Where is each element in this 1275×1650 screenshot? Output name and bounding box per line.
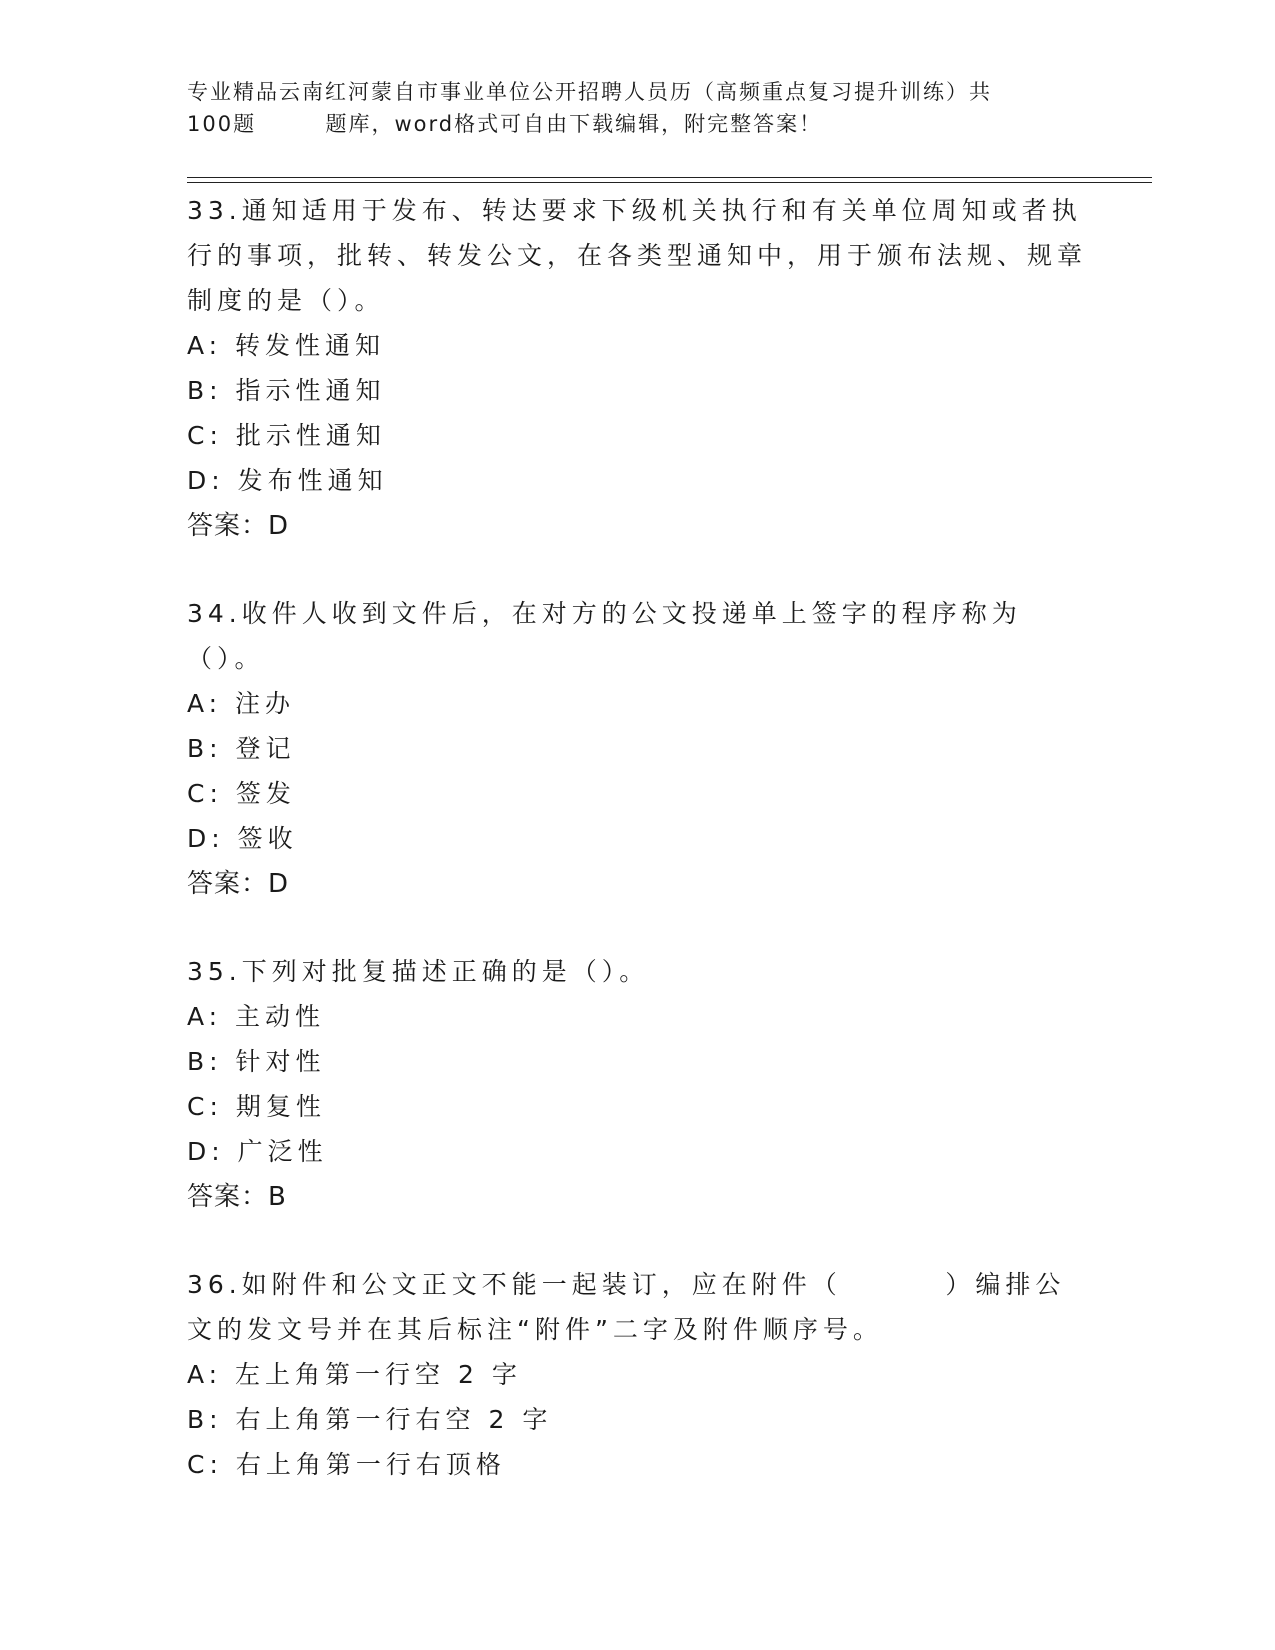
question-stem: 34.收件人收到文件后，在对方的公文投递单上签字的程序称为（）。: [187, 599, 1022, 673]
option-b: B: 右上角第一行右空 2 字: [187, 1405, 553, 1434]
option-c: C: 批示性通知: [187, 421, 386, 450]
header-divider-bottom: [187, 182, 1152, 183]
answer-line: 答案：B: [187, 1182, 287, 1212]
option-d: D: 发布性通知: [187, 466, 388, 495]
option-a: A: 主动性: [187, 1002, 326, 1031]
option-c: C: 签发: [187, 779, 296, 808]
header-title-line-1: 专业精品云南红河蒙自市事业单位公开招聘人员历（高频重点复习提升训练）共: [187, 80, 992, 104]
question-35: [187, 949, 1087, 1220]
question-stem: 36.如附件和公文正文不能一起装订，应在附件（ ）编排公文的发文号并在其后标注“附件”二字及附件顺序号。: [187, 1270, 1066, 1344]
question-stem: 35.下列对批复描述正确的是（）。: [187, 957, 650, 986]
option-b: B: 针对性: [187, 1047, 326, 1076]
option-a: A: 左上角第一行空 2 字: [187, 1360, 522, 1389]
option-a: A: 注办: [187, 689, 296, 718]
option-d: D: 广泛性: [187, 1137, 328, 1166]
question-33: [187, 188, 1087, 549]
question-36: [187, 1262, 1087, 1487]
option-d: D: 签收: [187, 824, 298, 853]
option-a: A: 转发性通知: [187, 331, 386, 360]
question-34: [187, 591, 1087, 907]
question-list: [187, 188, 1087, 1529]
option-c: C: 右上角第一行右顶格: [187, 1450, 506, 1479]
question-stem: 33.通知适用于发布、转达要求下级机关执行和有关单位周知或者执行的事项，批转、转发公文，在各类型通知中，用于颁布法规、规章制度的是（）。: [187, 196, 1088, 315]
answer-line: 答案：D: [187, 511, 290, 541]
option-b: B: 指示性通知: [187, 376, 386, 405]
answer-line: 答案：D: [187, 869, 290, 899]
header-divider-top: [187, 177, 1152, 178]
header-title-line-2: 100题 题库，word格式可自由下载编辑，附完整答案！: [187, 112, 823, 136]
document-header: [187, 76, 1067, 140]
option-b: B: 登记: [187, 734, 296, 763]
option-c: C: 期复性: [187, 1092, 326, 1121]
